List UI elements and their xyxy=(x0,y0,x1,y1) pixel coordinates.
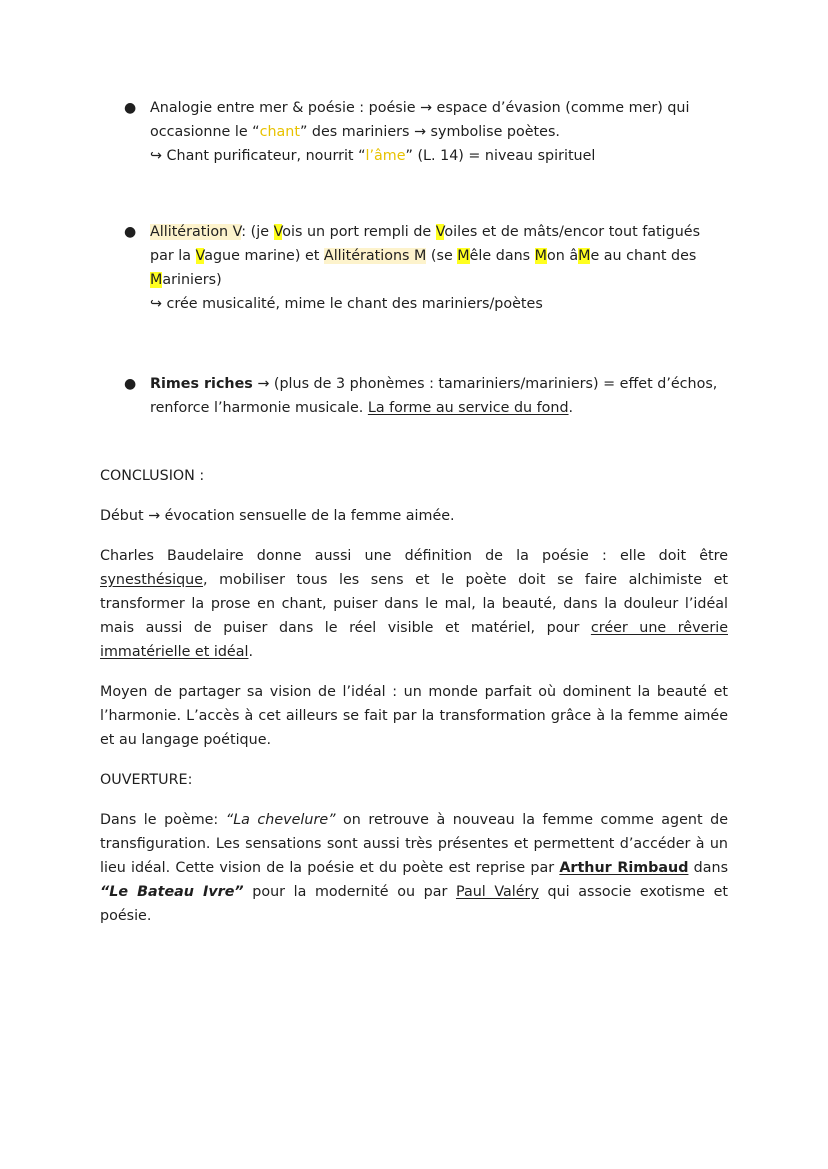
bullet-dot-icon: ● xyxy=(124,224,137,240)
ouv-c: dans xyxy=(688,860,729,876)
p2-a: Charles Baudelaire donne aussi une définition de la poésie : elle doit être xyxy=(100,548,728,564)
allitteration-v: Allitération V xyxy=(150,224,242,240)
conclusion-p3: Moyen de partager sa vision de l’idéal : un monde parfait où dominent la beauté et l’harmonie. L’accès à cet ailleurs se fait par la transformation grâce à la femme aimée et au langage poétique. xyxy=(100,684,728,748)
b3-underline: La forme au service du fond xyxy=(367,400,569,416)
document-page xyxy=(100,96,728,928)
conclusion-heading: CONCLUSION : xyxy=(100,468,205,484)
p2-end: . xyxy=(248,644,253,660)
b2-t6: êle dans xyxy=(469,248,535,264)
b2-t2: ois un port rempli de xyxy=(282,224,436,240)
ouv-a: Dans le poème: xyxy=(100,812,226,828)
b1-chant: chant xyxy=(259,124,300,140)
b2-m3: M xyxy=(578,248,591,264)
ouv-rimbaud: Arthur Rimbaud xyxy=(559,860,689,876)
ouverture-paragraph xyxy=(100,808,728,928)
b2-m4: M xyxy=(150,272,163,288)
b2-v3: V xyxy=(195,248,205,264)
b2-t4: ague marine) et xyxy=(204,248,324,264)
b1-l2-post: ” des mariniers → symbolise poètes. xyxy=(299,124,560,140)
allitteration-m: Allitérations M xyxy=(323,248,427,264)
b2-t7: on â xyxy=(546,248,579,264)
bullet-list xyxy=(100,96,728,420)
b2-m2: M xyxy=(534,248,547,264)
b1-sub-pre: ↪ Chant purificateur, nourrit “ xyxy=(150,148,366,164)
ouv-valery: Paul Valéry xyxy=(455,884,539,900)
b1-subpoint xyxy=(150,144,728,168)
conclusion-p2 xyxy=(100,544,728,664)
b1-ame: l’âme xyxy=(365,148,406,164)
ouv-e: qui associe exotisme et poésie. xyxy=(100,884,728,924)
bullet-allitteration xyxy=(100,220,728,316)
ouv-d: pour la modernité ou par xyxy=(243,884,456,900)
b1-l2-pre: occasionne le “ xyxy=(150,124,260,140)
b2-m1: M xyxy=(457,248,470,264)
b2-v1: V xyxy=(273,224,283,240)
b3-end: . xyxy=(568,400,574,416)
bullet-analogie xyxy=(100,96,728,168)
b2-t8: e au chant des xyxy=(590,248,697,264)
b2-t9: ariniers) xyxy=(162,272,222,288)
p2-reverie: créer une rêverie immatérielle et idéal xyxy=(100,620,728,660)
b2-v2: V xyxy=(435,224,445,240)
p2-b: , mobiliser tous les sens et le poète doit se faire alchimiste et transformer la prose en chant, puiser dans le mal, la beauté, dans la douleur l’idéal mais aussi de puiser dans le réel visible et matériel, pour xyxy=(100,572,728,636)
ouverture-heading: OUVERTURE: xyxy=(100,772,193,788)
b2-t3: oiles et de mâts/encor tout fatigués par la xyxy=(150,224,701,264)
b2-t5: (se xyxy=(426,248,458,264)
p2-synesthesique: synesthésique xyxy=(100,572,204,588)
rimes-riches: Rimes riches xyxy=(150,376,253,392)
bullet-dot-icon: ● xyxy=(124,376,137,392)
ouv-b: on retrouve à nouveau la femme comme agent de transfiguration. Les sensations sont aussi très présentes et permettent d’accéder à un lieu idéal. Cette vision de la poésie et du poète est reprise par xyxy=(100,812,728,876)
bullet-rimes xyxy=(100,372,728,420)
b1-sub-post: ” (L. 14) = niveau spirituel xyxy=(405,148,596,164)
b2-subpoint: ↪ crée musicalité, mime le chant des mariniers/poètes xyxy=(150,296,543,312)
bullet-dot-icon: ● xyxy=(124,100,137,116)
b3-t1: → (plus de 3 phonèmes : tamariniers/mariniers) = effet d’échos, renforce l’harmonie musicale. xyxy=(150,376,718,416)
ouv-la-chevelure: “La chevelure” xyxy=(225,812,336,828)
b1-line1: Analogie entre mer & poésie : poésie → espace d’évasion (comme mer) qui xyxy=(150,100,690,116)
conclusion-p1: Début → évocation sensuelle de la femme aimée. xyxy=(100,508,455,524)
ouv-bateau-ivre: “Le Bateau Ivre” xyxy=(100,884,244,900)
b2-t1: : (je xyxy=(241,224,274,240)
